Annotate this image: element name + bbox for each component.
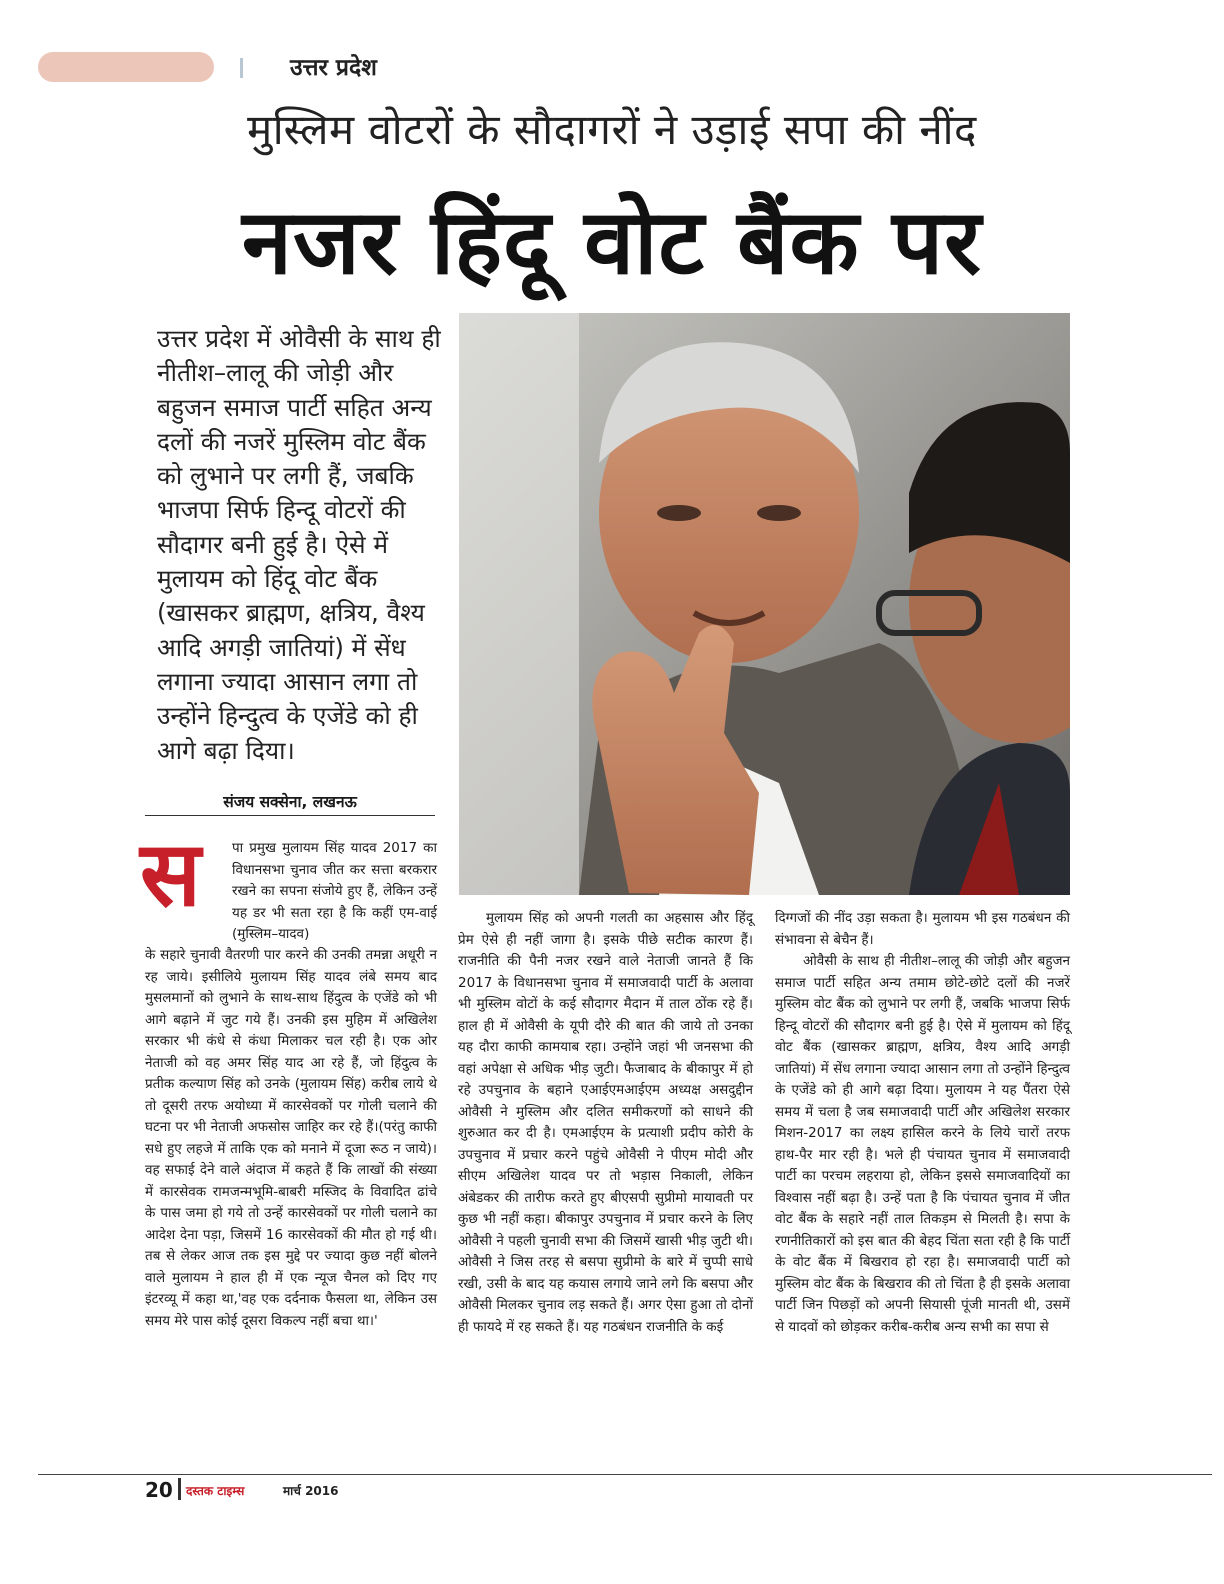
drop-cap: स [140,822,201,927]
paragraph: पा प्रमुख मुलायम सिंह यादव 2017 का विधानसभा चुनाव जीत कर सत्ता बरकरार रखने का सपना संजोये हुए हैं, लेकिन उन्हें यह डर भी सता रहा है कि कहीं एम-वाई (मुस्लिम–यादव) [232,840,437,942]
byline-rule [145,815,435,816]
body-column-2 [458,908,753,1338]
paragraph: दिग्गजों की नींद उड़ा सकता है। मुलायम भी इस गठबंधन की संभावना से बेचैन हैं। [775,910,1070,948]
body-column-3 [775,908,1070,1338]
standfirst: उत्तर प्रदेश में ओवैसी के साथ ही नीतीश–लालू की जोड़ी और बहुजन समाज पार्टी सहित अन्य दलों की नजरें मुस्लिम वोट बैंक को लुभाने पर लगी हैं, जबकि भाजपा सिर्फ हिन्दू वोटरों की सौदागर बनी हुई है। ऐसे में मुलायम को हिंदू वोट बैंक (खासकर ब्राह्मण, क्षत्रिय, वैश्य आदि अगड़ी जातियां) में सेंध लगाना ज्यादा आसान लगा तो उन्होंने हिन्दुत्व के एजेंडे को ही आगे बढ़ा दिया। [157,324,441,765]
article-photo [459,313,1070,895]
kicker-headline: मुस्लिम वोटरों के सौदागरों ने उड़ाई सपा की नींद [247,105,977,154]
main-headline: नजर हिंदू वोट बैंक पर [242,190,982,295]
byline: संजय सक्सेना, लखनऊ [223,793,357,811]
page-number: 20 [145,1478,173,1502]
issue-date: मार्च 2016 [283,1484,339,1498]
paragraph: के सहारे चुनावी वैतरणी पार करने की उनकी तमन्ना अधूरी न रह जाये। इसीलिये मुलायम सिंह यादव लंबे समय बाद मुसलमानों को लुभाने के साथ-साथ हिंदुत्व के एजेंडे को भी आगे बढ़ाने में जुट गये हैं। उनकी इस मुहिम में अखिलेश सरकार भी कंधे से कंधा मिलाकर चल रही है। एक ओर नेताजी को वह अमर सिंह याद आ रहे हैं, जो हिंदुत्व के प्रतीक कल्याण सिंह को उनके (मुलायम सिंह) करीब लाये थे तो दूसरी तरफ अयोध्या में कारसेवकों पर गोली चलाने की घटना पर भी नेताजी अफसोस जाहिर कर रहे हैं।(परंतु काफी सधे हुए लहजे में ताकि एक को मनाने में दूजा रूठ न जाये)। वह सफाई देने वाले अंदाज में कहते हैं कि लाखों की संख्या में कारसेवक रामजन्मभूमि-बाबरी मस्जिद के विवादित ढांचे के पास जमा हो गये तो उन्हें कारसेवकों पर गोली चलाने का आदेश देना पड़ा, जिसमें 16 कारसेवकों की मौत हो गई थी। तब से लेकर आज तक इस मुद्दे पर ज्यादा कुछ नहीं बोलने वाले मुलायम ने हाल ही में एक न्यूज चैनल को दिए गए इंटरव्यू में कहा था,'वह एक दर्दनाक फैसला था, लेकिन उस समय मेरे पास कोई दूसरा विकल्प नहीं बचा था।' [145,947,437,1329]
masthead-logo: दस्तक टाइम्स [186,1484,245,1498]
photo-illustration [459,313,1070,895]
body-column-1-top [232,838,437,946]
body-column-1 [145,945,437,1332]
footer-divider [178,1478,181,1500]
footer-rule [38,1474,1212,1475]
paragraph: ओवैसी के साथ ही नीतीश–लालू की जोड़ी और बहुजन समाज पार्टी सहित अन्य तमाम छोटे-छोटे दलों की नजरें मुस्लिम वोट बैंक को लुभाने पर लगी हैं, जबकि भाजपा सिर्फ हिन्दू वोटरों की सौदागर बनी हुई है। ऐसे में मुलायम को हिंदू वोट बैंक (खासकर ब्राह्मण, क्षत्रिय, वैश्य आदि अगड़ी जातियां) में सेंध लगाना ज्यादा आसान लगा तो उन्होंने हिन्दुत्व के एजेंडे को ही आगे बढ़ा दिया। मुलायम ने यह पैंतरा ऐसे समय में चला है जब समाजवादी पार्टी और अखिलेश सरकार मिशन-2017 का लक्ष्य हासिल करने के लिये चारों तरफ हाथ-पैर मार रही है। भले ही पंचायत चुनाव में समाजवादी पार्टी का परचम लहराया हो, लेकिन इससे समाजवादियों का विश्वास नहीं बढ़ा है। उन्हें पता है कि पंचायत चुनाव में जीत वोट बैंक के सहारे नहीं ताल तिकड़म से मिलती है। सपा के रणनीतिकारों को इस बात की बेहद चिंता सता रही है कि पार्टी के वोट बैंक में बिखराव हो रहा है। समाजवादी पार्टी को मुस्लिम वोट बैंक के बिखराव की तो चिंता है ही इसके अलावा पार्टी जिन पिछड़ों को अपनी सियासी पूंजी मानती थी, उसमें से यादवों को छोड़कर करीब-करीब अन्य सभी का सपा से [775,953,1070,1335]
paragraph: मुलायम सिंह को अपनी गलती का अहसास और हिंदू प्रेम ऐसे ही नहीं जागा है। इसके पीछे सटीक कारण हैं। राजनीति की पैनी नजर रखने वाले नेताजी जानते हैं कि 2017 के विधानसभा चुनाव में समाजवादी पार्टी के अलावा भी मुस्लिम वोटों के कई सौदागर मैदान में ताल ठोंक रहे हैं। हाल ही में ओवैसी के यूपी दौरे की बात की जाये तो उनका यह दौरा काफी कामयाब रहा। उन्होंने जहां भी जनसभा की वहां अपेक्षा से अधिक भीड़ जुटी। फैजाबाद के बीकापुर में हो रहे उपचुनाव के बहाने एआईएमआईएम अध्यक्ष असदुद्दीन ओवैसी ने मुस्लिम और दलित समीकरणों को साधने की शुरुआत कर दी है। एमआईएम के प्रत्याशी प्रदीप कोरी के उपचुनाव में प्रचार करने पहुंचे ओवैसी ने पीएम मोदी और सीएम अखिलेश यादव पर तो भड़ास निकाली, लेकिन अंबेडकर की तारीफ करते हुए बीएसपी सुप्रीमो मायावती पर कुछ भी नहीं कहा। बीकापुर उपचुनाव में प्रचार करने के लिए ओवैसी ने पहली चुनावी सभा की जिसमें खासी भीड़ जुटी थी। ओवैसी ने जिस तरह से बसपा सुप्रीमो के बारे में चुप्पी साधे रखी, उसी के बाद यह कयास लगाये जाने लगे कि बसपा और ओवैसी मिलकर चुनाव लड़ सकते हैं। अगर ऐसा हुआ तो दोनों ही फायदे में रह सकते हैं। यह गठबंधन राजनीति के कई [458,910,753,1335]
section-label: उत्तर प्रदेश [290,55,377,81]
section-divider [240,58,243,78]
section-pill [38,52,214,82]
